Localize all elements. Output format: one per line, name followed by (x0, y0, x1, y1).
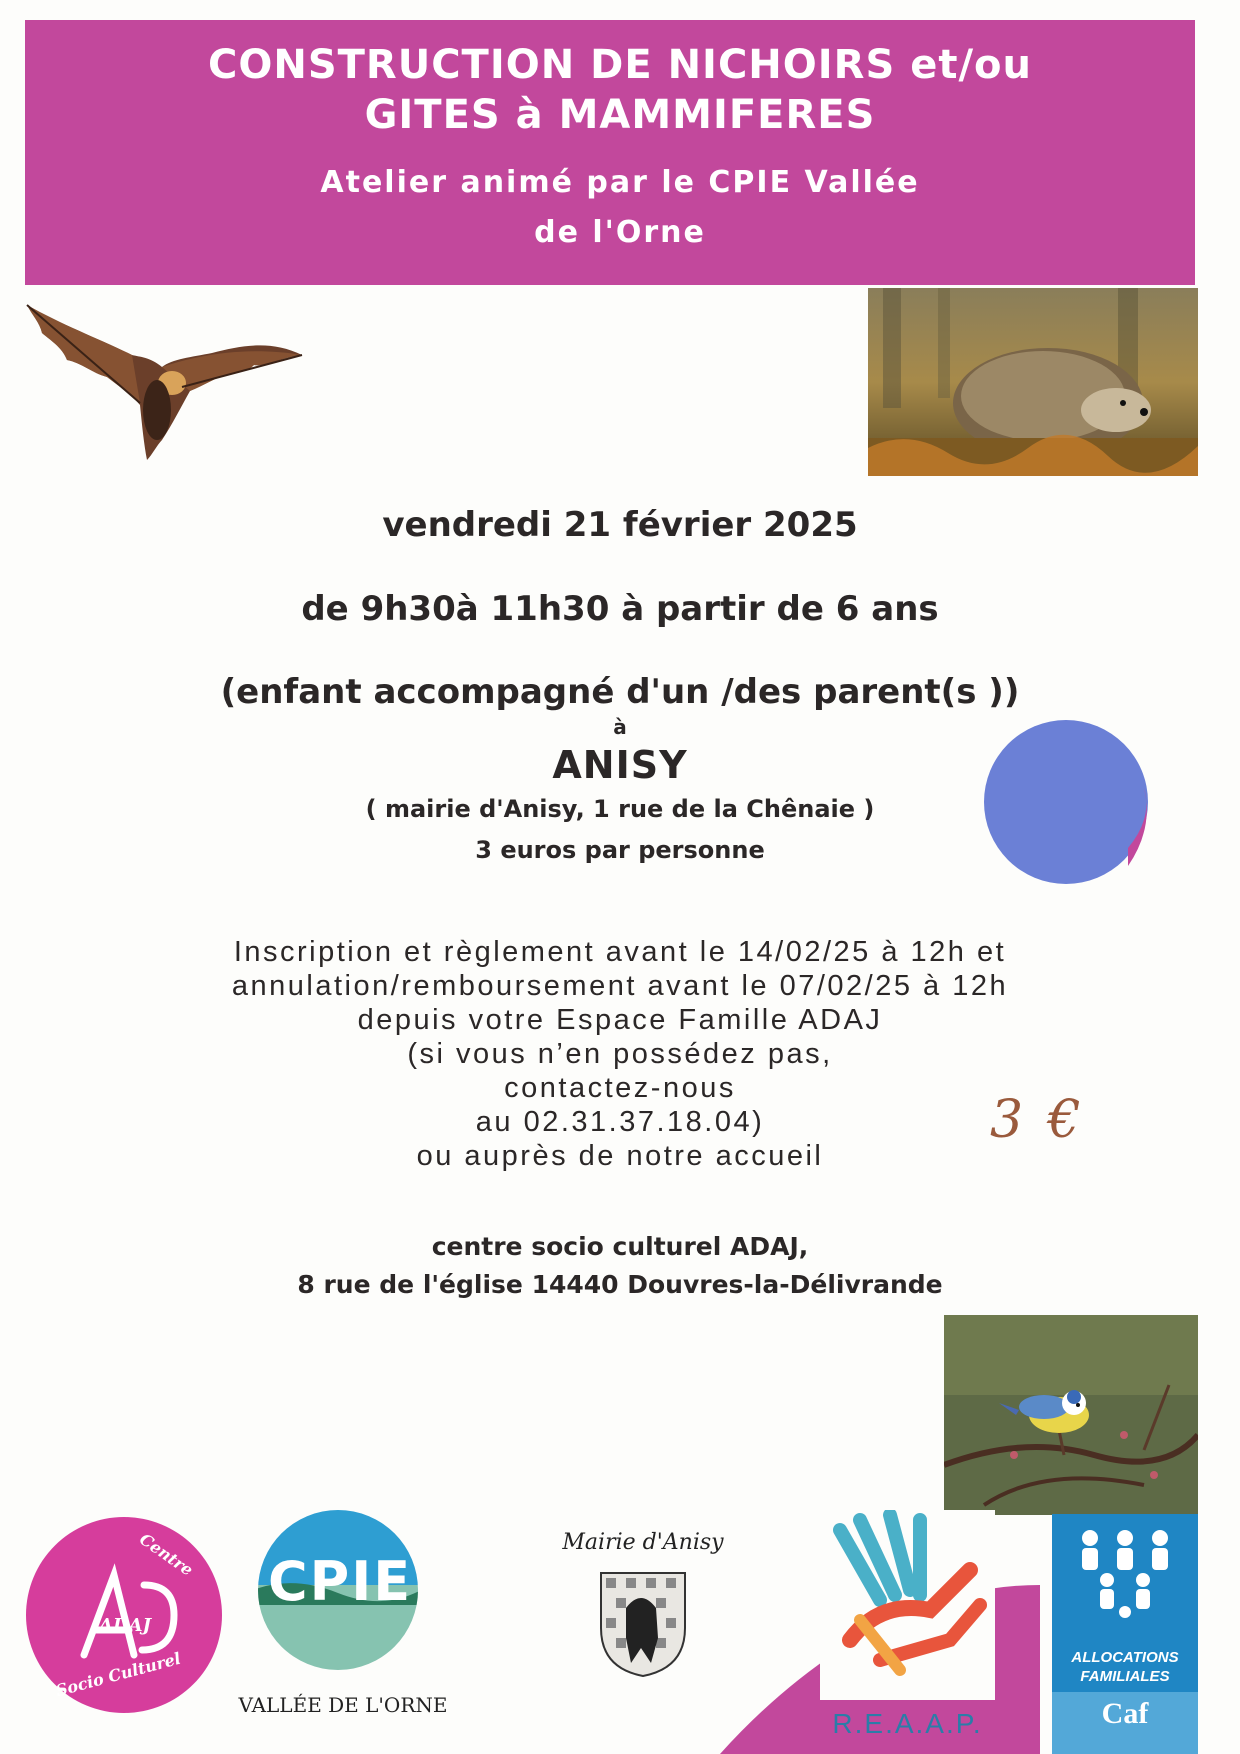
event-a: à (613, 715, 627, 739)
registration-line-1: Inscription et règlement avant le 14/02/25 à 12h et (233, 936, 1007, 968)
adaj-logo (24, 1515, 224, 1715)
banner-title-line-1: CONSTRUCTION DE NICHOIRS et/ou (207, 42, 1033, 88)
cpie-logo-caption: VALLÉE DE L'ORNE (238, 1693, 448, 1717)
registration-line-2: annulation/remboursement avant le 07/02/25 à 12h (231, 970, 1009, 1002)
reaap-text: R.E.A.A.P. (832, 1708, 983, 1739)
organizer-name: centre socio culturel ADAJ, (431, 1232, 809, 1261)
event-hours: de 9h30à 11h30 à partir de 6 ans (301, 589, 939, 629)
caf-name: Caf (1101, 1697, 1149, 1730)
caf-line-1: ALLOCATIONS (1071, 1649, 1179, 1666)
banner-title-line-2: GITES à MAMMIFERES (364, 92, 876, 138)
event-date: vendredi 21 février 2025 (382, 505, 858, 545)
registration-line-5: contactez-nous (504, 1072, 736, 1104)
registration-line-3: depuis votre Espace Famille ADAJ (357, 1004, 883, 1036)
banner-subtitle-line-1: Atelier animé par le CPIE Vallée (320, 165, 920, 200)
event-place: ANISY (552, 743, 688, 787)
bird-photo (944, 1315, 1198, 1515)
hedgehog-photo (868, 288, 1198, 476)
caf-logo (1052, 1514, 1198, 1754)
mairie-anisy-logo (548, 1530, 738, 1690)
registration-line-7: ou auprès de notre accueil (416, 1140, 824, 1172)
adaj-logo-top-text: Centre (136, 1529, 197, 1580)
banner-subtitle-line-2: de l'Orne (534, 215, 706, 250)
mairie-anisy-text: Mairie d'Anisy (562, 1530, 724, 1555)
adaj-logo-mark: ADAJ (99, 1615, 152, 1636)
bat-image (22, 295, 307, 470)
reaap-logo (820, 1510, 995, 1754)
cpie-logo-mark: CPIE (268, 1550, 413, 1613)
registration-line-4: (si vous n’en possédez pas, (407, 1038, 833, 1070)
adaj-logo-bottom-text: Socio Culturel (53, 1648, 183, 1701)
event-price: 3 euros par personne (475, 836, 765, 864)
organizer-address: 8 rue de l'église 14440 Douvres-la-Délivrande (297, 1270, 943, 1299)
decorative-circle (978, 718, 1174, 886)
caf-line-2: FAMILIALES (1080, 1668, 1170, 1685)
event-accompaniment: (enfant accompagné d'un /des parent(s )) (220, 672, 1020, 712)
handwritten-price: 3 € (990, 1090, 1085, 1150)
event-address: ( mairie d'Anisy, 1 rue de la Chênaie ) (365, 795, 875, 823)
cpie-logo (218, 1505, 468, 1754)
registration-line-6: au 02.31.37.18.04) (475, 1106, 765, 1138)
